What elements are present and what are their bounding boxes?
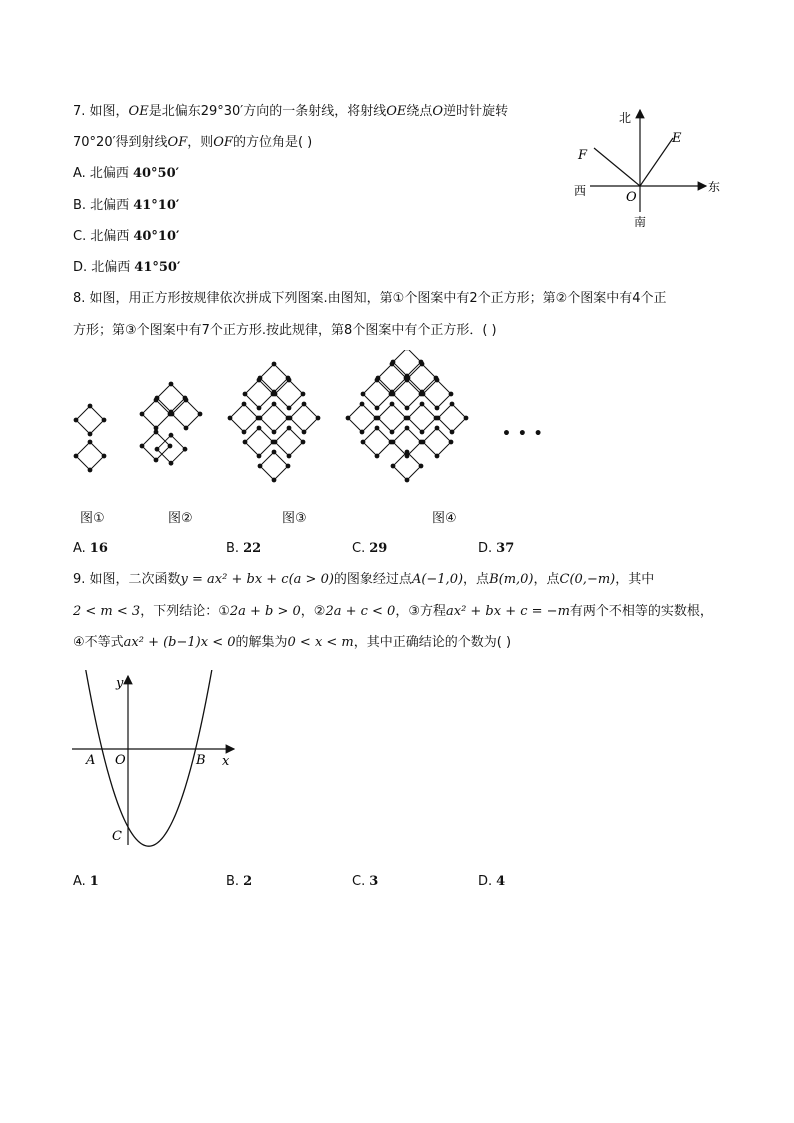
pattern-vertex-dot [243, 392, 248, 397]
pattern-square [378, 404, 406, 432]
pattern-figure-1 [74, 404, 107, 473]
option-value: 37 [496, 541, 515, 556]
south-label: 南 [634, 215, 647, 229]
q9-option-a[interactable] [73, 873, 99, 891]
q8-option-d[interactable] [478, 540, 514, 558]
pattern-vertex-dot [301, 392, 306, 397]
pattern-vertex-dot [154, 430, 159, 435]
q9-math: 2a + c < 0 [325, 604, 396, 619]
q9-math: y = ax² + bx + c(a > 0) [180, 572, 334, 587]
q9-option-d[interactable] [478, 873, 505, 891]
option-label: D. 北偏西 [73, 260, 131, 275]
pattern-vertex-dot [88, 432, 93, 437]
q7-option-c[interactable] [73, 228, 179, 246]
q9-text: 的图象经过点 [333, 572, 412, 587]
pattern-square [408, 364, 436, 392]
option-value: 3 [369, 874, 379, 889]
q9-math: ax² + (b−1)x < 0 [123, 635, 236, 650]
pattern-vertex-dot [169, 433, 174, 438]
q9-text: 9. 如图，二次函数 [73, 572, 181, 587]
pattern-vertex-dot [405, 378, 410, 383]
pattern-vertex-dot [435, 378, 440, 383]
q9-stem-line2 [73, 603, 713, 621]
option-value: 40°50′ [132, 166, 180, 181]
pattern-vertex-dot [288, 416, 293, 421]
pattern-figure-2 [140, 382, 203, 466]
pattern-vertex-dot [316, 416, 321, 421]
option-value: 41°50′ [134, 260, 181, 275]
pattern-vertex-dot [242, 430, 247, 435]
pattern-vertex-dot [154, 458, 159, 463]
pattern-vertex-dot [88, 440, 93, 445]
pattern-vertex-dot [168, 444, 173, 449]
pattern-vertex-dot [257, 378, 262, 383]
q9-parabola-figure [68, 670, 248, 850]
pattern-square [172, 400, 200, 428]
ray-of [594, 148, 640, 186]
pattern-square [423, 428, 451, 456]
pattern-square [290, 404, 318, 432]
pattern-square [348, 404, 376, 432]
pattern-vertex-dot [449, 440, 454, 445]
pattern-square [230, 404, 258, 432]
pattern-vertex-dot [449, 392, 454, 397]
q9-text: 的解集为 [235, 635, 288, 650]
option-value: 1 [89, 874, 99, 889]
q8-caption-fig1: 图① [80, 511, 105, 526]
pattern-square [275, 428, 303, 456]
pattern-vertex-dot [272, 402, 277, 407]
pattern-vertex-dot [169, 382, 174, 387]
q7-math: OF [167, 135, 188, 150]
pattern-vertex-dot [272, 430, 277, 435]
pattern-vertex-dot [88, 404, 93, 409]
pattern-vertex-dot [450, 402, 455, 407]
pattern-square [363, 428, 391, 456]
q9-math: 2a + b > 0 [229, 604, 301, 619]
pattern-square [245, 380, 273, 408]
q7-math: O [432, 104, 444, 119]
pattern-vertex-dot [258, 464, 263, 469]
option-label: B. [226, 874, 240, 889]
option-value: 41°10′ [133, 198, 180, 213]
pattern-vertex-dot [391, 392, 396, 397]
point-a-label: A [86, 753, 96, 768]
option-label: C. [352, 874, 366, 889]
pattern-vertex-dot [464, 416, 469, 421]
pattern-vertex-dot [102, 418, 107, 423]
q9-text: 有两个不相等的实数根， [569, 604, 713, 619]
pattern-vertex-dot [390, 362, 395, 367]
pattern-vertex-dot [170, 412, 175, 417]
q9-math: B(m,0) [489, 572, 534, 587]
pattern-vertex-dot [228, 416, 233, 421]
pattern-vertex-dot [286, 464, 291, 469]
pattern-vertex-dot [391, 440, 396, 445]
option-label: A. [73, 874, 86, 889]
pattern-vertex-dot [405, 426, 410, 431]
q7-text: 7. 如图， [73, 104, 129, 119]
pattern-vertex-dot [405, 450, 410, 455]
pattern-vertex-dot [361, 392, 366, 397]
pattern-vertex-dot [405, 478, 410, 483]
pattern-vertex-dot [155, 447, 160, 452]
option-value: 4 [496, 874, 506, 889]
q9-math: A(−1,0) [411, 572, 464, 587]
pattern-vertex-dot [272, 450, 277, 455]
pattern-vertex-dot [301, 440, 306, 445]
pattern-vertex-dot [198, 412, 203, 417]
west-label: 西 [574, 184, 587, 198]
pattern-square [423, 380, 451, 408]
pattern-vertex-dot [360, 402, 365, 407]
pattern-vertex-dot [169, 461, 174, 466]
q8-option-a[interactable] [73, 540, 108, 558]
pattern-square [157, 384, 185, 412]
q9-stem-line1 [73, 571, 654, 589]
pattern-vertex-dot [420, 430, 425, 435]
option-value: 16 [89, 541, 108, 556]
pattern-square [76, 442, 104, 470]
q8-option-b[interactable] [226, 540, 261, 558]
q7-math: OE [128, 104, 149, 119]
pattern-vertex-dot [183, 447, 188, 452]
point-c-label: C [112, 829, 122, 844]
pattern-vertex-dot [376, 416, 381, 421]
point-o-label: O [115, 753, 126, 768]
pattern-square [393, 350, 421, 376]
pattern-vertex-dot [420, 402, 425, 407]
pattern-vertex-dot [272, 478, 277, 483]
pattern-vertex-dot [154, 398, 159, 403]
q9-option-c[interactable] [352, 873, 378, 891]
q9-math: 0 < x < m [287, 635, 354, 650]
pattern-vertex-dot [287, 454, 292, 459]
pattern-vertex-dot [435, 406, 440, 411]
pattern-vertex-dot [88, 468, 93, 473]
option-label: C. 北偏西 [73, 229, 130, 244]
option-label: B. [226, 541, 240, 556]
pattern-vertex-dot [273, 440, 278, 445]
pattern-vertex-dot [421, 440, 426, 445]
option-label: C. [352, 541, 366, 556]
option-value: 22 [243, 541, 262, 556]
q7-option-a[interactable] [73, 165, 179, 183]
pattern-vertex-dot [391, 464, 396, 469]
pattern-vertex-dot [390, 402, 395, 407]
pattern-vertex-dot [272, 362, 277, 367]
option-label: B. 北偏西 [73, 198, 130, 213]
pattern-vertex-dot [361, 440, 366, 445]
pattern-square [142, 432, 170, 460]
q9-math: C(0,−m) [559, 572, 616, 587]
pattern-vertex-dot [273, 392, 278, 397]
q8-square-patterns [60, 350, 560, 500]
pattern-vertex-dot [74, 454, 79, 459]
q8-ellipsis: • • • [502, 426, 544, 442]
q7-option-d[interactable] [73, 259, 180, 277]
pattern-figure-3 [228, 362, 321, 483]
pattern-vertex-dot [257, 426, 262, 431]
pattern-vertex-dot [287, 406, 292, 411]
pattern-square [245, 428, 273, 456]
pattern-square [260, 452, 288, 480]
option-label: D. [478, 874, 493, 889]
q8-caption-fig4: 图④ [432, 511, 457, 526]
pattern-square [142, 400, 170, 428]
q8-caption-fig2: 图② [168, 511, 193, 526]
option-label: D. [478, 541, 493, 556]
north-label: 北 [619, 111, 632, 125]
q7-text: 是北偏东29°30′方向的一条射线，将射线 [148, 104, 387, 119]
q7-text: 绕点 [406, 104, 433, 119]
pattern-vertex-dot [420, 362, 425, 367]
pattern-vertex-dot [375, 378, 380, 383]
ray-oe [640, 138, 673, 186]
pattern-vertex-dot [257, 406, 262, 411]
q7-text: 的方位角是( ) [232, 135, 313, 150]
q9-text: ，② [300, 604, 326, 619]
q7-text: 逆时针旋转 [443, 104, 509, 119]
q9-text: ，点 [533, 572, 560, 587]
q9-stem-line3 [73, 634, 511, 652]
east-label: 东 [708, 180, 721, 194]
pattern-vertex-dot [375, 406, 380, 411]
q7-text: 70°20′得到射线 [73, 135, 168, 150]
pattern-square [408, 404, 436, 432]
pattern-square [438, 404, 466, 432]
q9-option-b[interactable] [226, 873, 252, 891]
pattern-vertex-dot [375, 426, 380, 431]
pattern-square [393, 380, 421, 408]
pattern-square [76, 406, 104, 434]
pattern-vertex-dot [390, 430, 395, 435]
option-value: 29 [369, 541, 388, 556]
pattern-square [275, 380, 303, 408]
q7-text: ，则 [187, 135, 214, 150]
q7-math: OE [386, 104, 407, 119]
pattern-vertex-dot [242, 402, 247, 407]
pattern-vertex-dot [436, 416, 441, 421]
option-value: 40°10′ [133, 229, 180, 244]
pattern-vertex-dot [435, 426, 440, 431]
q9-text: ④不等式 [73, 635, 124, 650]
pattern-vertex-dot [375, 454, 380, 459]
pattern-vertex-dot [102, 454, 107, 459]
point-b-label: B [196, 753, 206, 768]
pattern-vertex-dot [140, 412, 145, 417]
x-axis-label: x [222, 754, 230, 769]
q9-text: ，点 [463, 572, 490, 587]
pattern-vertex-dot [302, 430, 307, 435]
pattern-vertex-dot [450, 430, 455, 435]
pattern-square [157, 435, 185, 463]
pattern-vertex-dot [346, 416, 351, 421]
option-label: A. 北偏西 [73, 166, 129, 181]
pattern-vertex-dot [74, 418, 79, 423]
q9-text: ，下列结论：① [140, 604, 230, 619]
pattern-vertex-dot [184, 426, 189, 431]
pattern-square [260, 364, 288, 392]
pattern-vertex-dot [257, 454, 262, 459]
q7-compass-figure [560, 100, 730, 235]
y-axis-label: y [116, 676, 124, 691]
pattern-vertex-dot [421, 392, 426, 397]
q8-stem-line1: 8. 如图，用正方形按规律依次拼成下列图案.由图知，第①个图案中有2个正方形；第②个图案中有4个正 [73, 291, 667, 306]
pattern-square [378, 364, 406, 392]
q9-math: ax² + bx + c = −m [445, 604, 570, 619]
pattern-vertex-dot [287, 378, 292, 383]
pattern-vertex-dot [287, 426, 292, 431]
q7-math: OF [213, 135, 233, 150]
pattern-vertex-dot [360, 430, 365, 435]
q7-stem-line1 [73, 103, 508, 121]
q9-text: ，其中正确结论的个数为( ) [353, 635, 512, 650]
pattern-vertex-dot [302, 402, 307, 407]
option-label: A. [73, 541, 86, 556]
q9-math: 2 < m < 3 [73, 604, 141, 619]
pattern-vertex-dot [406, 416, 411, 421]
pattern-vertex-dot [435, 454, 440, 459]
q9-text: ，其中 [615, 572, 655, 587]
pattern-square [260, 404, 288, 432]
q7-option-b[interactable] [73, 197, 179, 215]
q7-stem-line2 [73, 134, 312, 152]
q8-option-c[interactable] [352, 540, 387, 558]
pattern-square [363, 380, 391, 408]
pattern-vertex-dot [405, 406, 410, 411]
pattern-vertex-dot [419, 464, 424, 469]
q8-stem-line2: 方形；第③个图案中有7个正方形.按此规律，第8个图案中有个正方形．( ) [73, 323, 497, 338]
pattern-vertex-dot [184, 398, 189, 403]
point-f-label: F [578, 148, 588, 163]
pattern-figure-4 [346, 350, 469, 482]
point-e-label: E [672, 131, 682, 146]
point-o-label: O [626, 190, 637, 205]
option-value: 2 [243, 874, 253, 889]
q8-caption-fig3: 图③ [282, 511, 307, 526]
pattern-vertex-dot [258, 416, 263, 421]
pattern-vertex-dot [243, 440, 248, 445]
pattern-vertex-dot [140, 444, 145, 449]
q9-text: ，③方程 [395, 604, 446, 619]
